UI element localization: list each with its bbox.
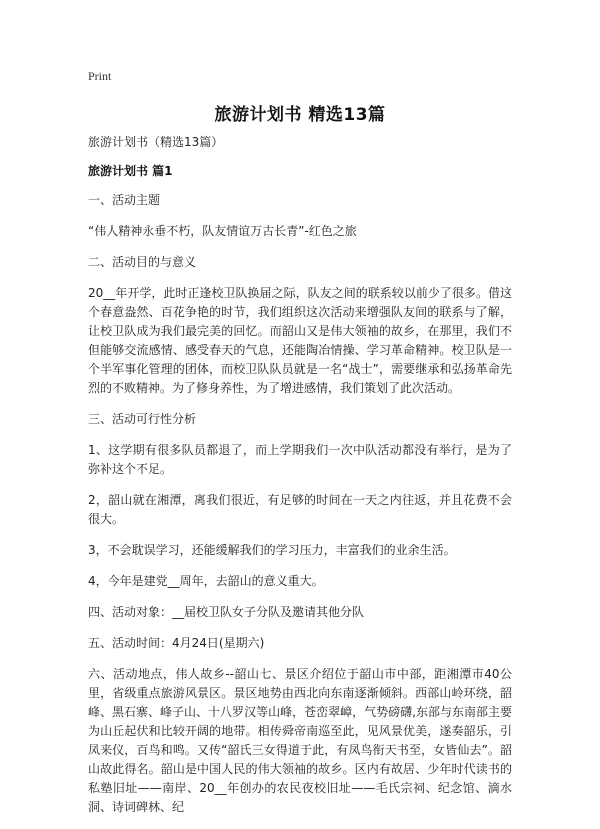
feasibility-item-3: 3，不会耽误学习，还能缓解我们的学习压力，丰富我们的业余生活。 <box>88 543 456 557</box>
feasibility-item-1: 1、这学期有很多队员都退了，而上学期我们一次中队活动都没有举行，是为了弥补这个不足。 <box>88 443 512 476</box>
document-subtitle: 旅游计划书（精选13篇） <box>88 135 224 149</box>
purpose-paragraph: 20__年开学，此时正逢校卫队换届之际，队友之间的联系较以前少了很多。借这个春意盎然、百花争艳的时节，我们组织这次活动来增强队友间的联系与了解，让校卫队成为我们最完美的回忆。而韶山又是伟大领袖的故乡，在那里，我们不但能够交流感情、感受春天的气息，还能陶冶情操、学习革命精神。校卫队是一个半军事化管理的团体，而校卫队队员就是一名“战士”，需要继承和弘扬革命先烈的不败精神。为了修身养性，为了增进感情，我们策划了此次活动。 <box>88 286 512 395</box>
print-label[interactable]: Print <box>88 69 112 83</box>
heading-activity-theme: 一、活动主题 <box>88 193 161 207</box>
feasibility-item-4: 4，今年是建党__周年，去韶山的意义重大。 <box>88 574 324 588</box>
document-title: 旅游计划书 精选13篇 <box>214 105 386 125</box>
document-body <box>88 133 512 829</box>
section-title: 旅游计划书 篇1 <box>88 164 173 178</box>
heading-feasibility: 三、活动可行性分析 <box>88 412 197 426</box>
heading-participants: 四、活动对象：__届校卫队女子分队及邀请其他分队 <box>88 605 365 619</box>
heading-purpose: 二、活动目的与意义 <box>88 255 197 269</box>
heading-activity-time: 五、活动时间：4月24日(星期六) <box>88 636 265 650</box>
location-paragraph: 六、活动地点，伟人故乡--韶山七、景区介绍位于韶山市中部，距湘潭市40公里，省级重点旅游风景区。景区地势由西北向东南逐渐倾斜。西部山岭环绕，韶峰、黑石寨、峰子山、十八罗汉等山峰，苍峦翠嶂，气势磅礴,东部与东南部主要为山丘起伏和比较开阔的地带。相传舜帝南巡至此，见风景优美，遂奏韶乐，引凤来仪，百鸟和鸣。又传“韶氏三女得道于此，有凤鸟衔天书至，女皆仙去”。韶山故此得名。韶山是中国人民的伟大领袖的故乡。区内有故居、少年时代读书的私塾旧址——南岸、20__年创办的农民夜校旧址——毛氏宗祠、纪念馆、滴水洞、诗词碑林、纪 <box>88 667 512 814</box>
feasibility-item-2: 2，韶山就在湘潭，离我们很近，有足够的时间在一天之内往返，并且花费不会很大。 <box>88 493 512 526</box>
theme-paragraph: “伟人精神永垂不朽，队友情谊万古长青”-红色之旅 <box>88 224 357 238</box>
